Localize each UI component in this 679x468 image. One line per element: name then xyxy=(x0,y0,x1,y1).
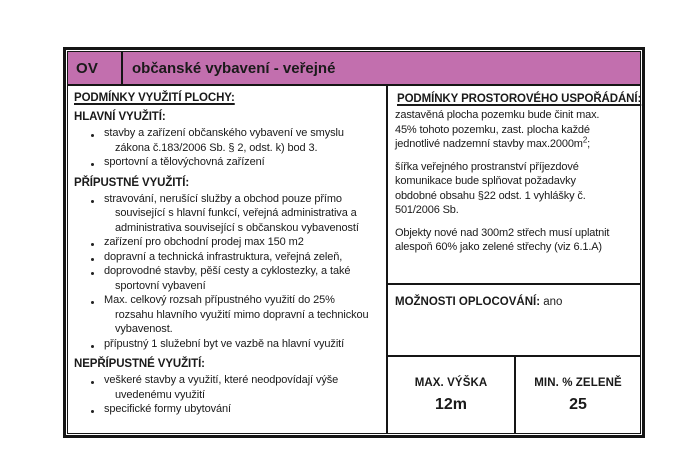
spatial-conditions-column xyxy=(388,86,640,433)
list-item-text: přípustný 1 služební byt ve vazbě na hlavní využití xyxy=(104,337,345,350)
list-item xyxy=(72,373,382,402)
section-title-main-use: HLAVNÍ VYUŽITÍ: xyxy=(74,111,166,123)
list-item xyxy=(72,235,382,250)
paragraph-built-up-area xyxy=(395,108,635,152)
list-item xyxy=(72,192,382,236)
list-item-text: stravování, nerušící služby a obchod pouze přímo související s hlavní funkcí, veřejná administrativa a administrativa související s občanskou vybaveností xyxy=(104,192,359,234)
list-item xyxy=(72,402,382,417)
bullet-dot-icon xyxy=(91,272,94,275)
usage-conditions-heading: PODMÍNKY VYUŽITÍ PLOCHY: xyxy=(74,92,235,104)
bullet-dot-icon xyxy=(91,410,94,413)
max-height-label: MAX. VÝŠKA xyxy=(414,376,488,389)
list-item-text: veškeré stavby a využití, které neodpovídají výše uvedenému využití xyxy=(104,374,339,401)
min-green-cell xyxy=(516,357,640,433)
bullet-dot-icon xyxy=(91,163,94,166)
list-item-text: Max. celkový rozsah přípustného využití do 25% rozsahu hlavního využití mimo dopravní a technickou vybavenost. xyxy=(104,294,369,335)
paragraph-line-superscript xyxy=(395,137,635,152)
list-item xyxy=(72,126,382,155)
list-item-text: sportovní a tělovýchovná zařízení xyxy=(104,156,265,168)
section-title-permissible-use: PŘÍPUSTNÉ VYUŽITÍ: xyxy=(74,176,190,189)
fencing-label: MOŽNOSTI OPLOCOVÁNÍ: xyxy=(395,296,541,308)
spatial-conditions-heading: PODMÍNKY PROSTOROVÉHO USPOŘÁDÁNÍ: xyxy=(397,93,642,105)
min-green-label: MIN. % ZELENĚ xyxy=(534,376,622,389)
max-height-value: 12m xyxy=(434,395,468,413)
paragraph-lines: zastavěná plocha pozemku bude činit max. 45% tohoto pozemku, zast. plocha každé xyxy=(395,109,600,136)
list-item-text: specifické formy ubytování xyxy=(104,403,232,415)
zone-header-row xyxy=(68,52,640,86)
zoning-card-inner xyxy=(67,51,641,434)
metrics-row xyxy=(388,357,640,433)
max-height-cell xyxy=(388,357,516,433)
paragraph-green-roofs: Objekty nové nad 300m2 střech musí uplatnit alespoň 60% jako zelené střechy (viz 6.1.A) xyxy=(395,226,610,253)
bullet-dot-icon xyxy=(91,345,94,348)
fencing-value: ano xyxy=(543,296,563,308)
zone-body xyxy=(68,86,640,433)
bullet-dot-icon xyxy=(91,381,94,384)
zone-code: OV xyxy=(68,52,123,84)
list-item-text: doprovodné stavby, pěší cesty a cyklostezky, a také sportovní vybavení xyxy=(104,265,351,292)
list-item-text: dopravní a technická infrastruktura, veřejná zeleň, xyxy=(104,250,343,263)
list-item xyxy=(72,293,382,337)
list-item-text: zařízení pro obchodní prodej max 150 m2 xyxy=(104,236,304,248)
bullet-dot-icon xyxy=(91,243,94,246)
superscript-line-post: ; xyxy=(587,138,591,150)
list-item xyxy=(72,155,382,170)
paragraph-public-space-width: šířka veřejného prostranství příjezdové komunikace bude splňovat požadavky obdobné obsahu §22 odst. 1 vyhlášky č. 501/2006 Sb. xyxy=(395,160,586,216)
bullet-dot-icon xyxy=(91,200,94,203)
section-title-impermissible-use: NEPŘÍPUSTNÉ VYUŽITÍ: xyxy=(74,358,205,370)
zone-title: občanské vybavení - veřejné xyxy=(132,59,336,77)
min-green-value: 25 xyxy=(569,395,587,413)
list-item xyxy=(72,264,382,293)
usage-conditions-cell xyxy=(68,86,388,433)
list-item-text: stavby a zařízení občanského vybavení ve smyslu zákona č.183/2006 Sb. § 2, odst. k) bod 3. xyxy=(104,127,344,154)
list-item xyxy=(72,337,382,352)
superscript-exponent: 2 xyxy=(582,135,588,145)
bullet-dot-icon xyxy=(91,134,94,137)
bullet-dot-icon xyxy=(91,301,94,304)
spatial-conditions-cell xyxy=(388,86,640,285)
fencing-cell xyxy=(388,285,640,357)
zoning-card-table xyxy=(63,47,645,438)
bullet-dot-icon xyxy=(91,258,94,261)
list-item xyxy=(72,250,382,265)
superscript-line-pre: jednotlivé nadzemní stavby max.2000m xyxy=(395,138,583,150)
